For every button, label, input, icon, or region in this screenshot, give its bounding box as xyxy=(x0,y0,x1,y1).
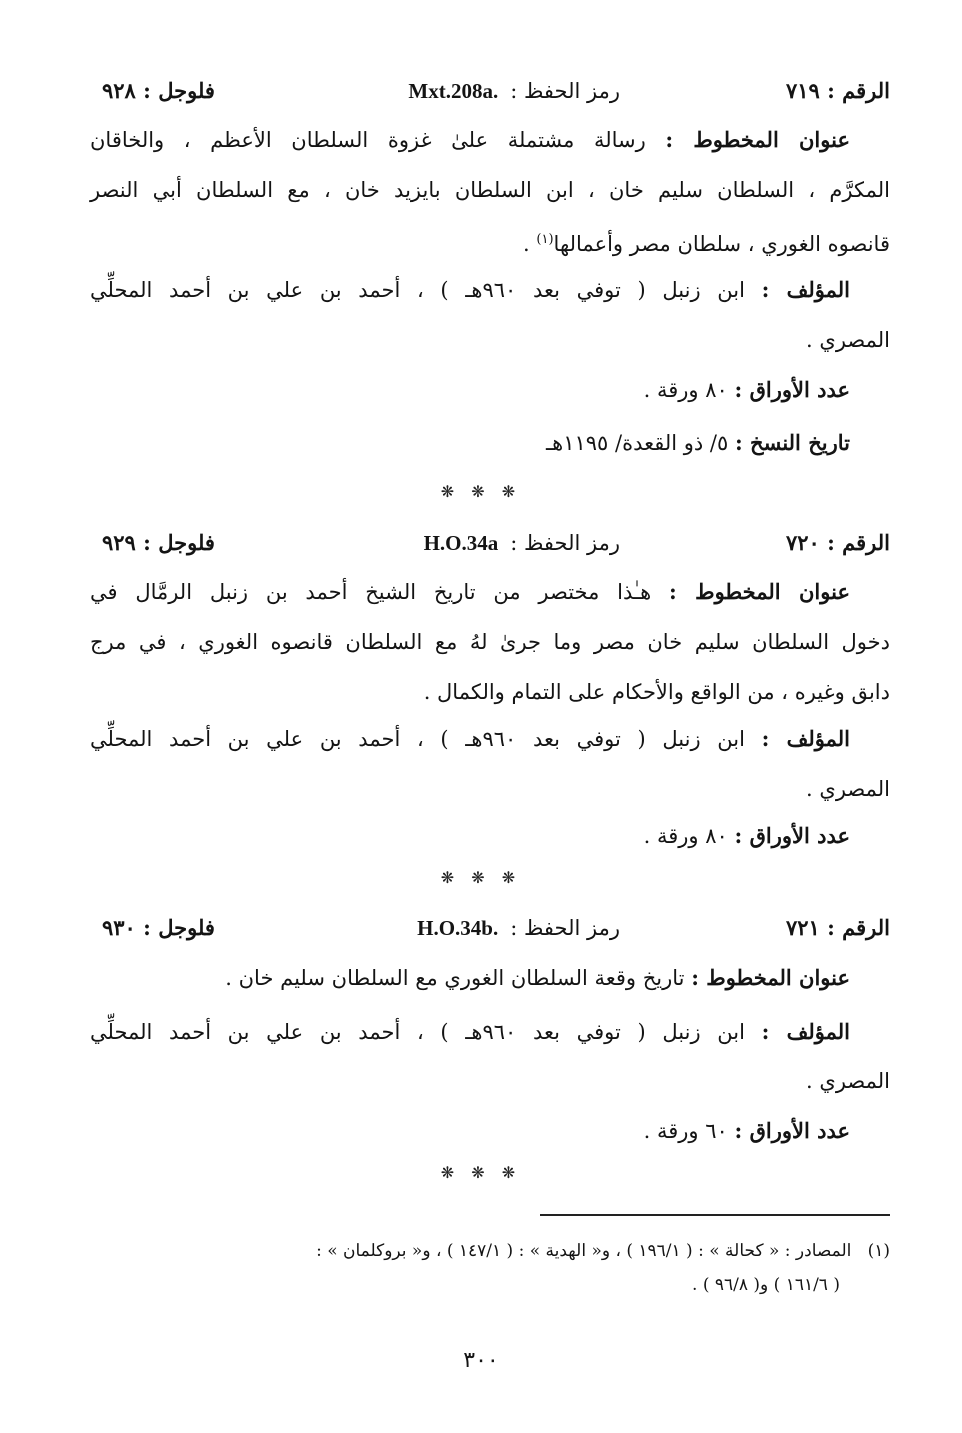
leaves-line: عدد الأوراق : ٦٠ ورقة . xyxy=(643,1118,850,1143)
author-line: المؤلف : ابن زنبل ( توفي بعد ٩٦٠هـ ) ، أحمد بن علي بن أحمد المحلِّي xyxy=(90,1019,851,1044)
title-line: عنوان المخطوط : هـٰذا مختصر من تاريخ الشيخ أحمد بن زنبل الرمَّال في xyxy=(90,579,850,604)
author-line: المصري . xyxy=(806,328,890,352)
footnote-rule xyxy=(540,1214,890,1216)
author-line: المصري . xyxy=(806,1069,890,1093)
shelfmark: رمز الحفظ :H.O.34b. xyxy=(417,916,620,940)
title-line: دابق وغيره ، من الواقع والأحكام على التمام والكمال . xyxy=(423,680,890,704)
entry-number: الرقم : ٧١٩ xyxy=(785,78,890,103)
author-line: المصري . xyxy=(806,777,890,801)
footnote-ref: (١) xyxy=(536,232,554,247)
flugel-number: فلوجل : ٩٣٠ xyxy=(102,915,215,940)
leaves-line: عدد الأوراق : ٨٠ ورقة . xyxy=(643,377,850,402)
entry-header xyxy=(90,530,890,564)
separator-stars: ❋ ❋ ❋ xyxy=(440,1163,522,1182)
entry-header xyxy=(90,915,890,949)
entry-number: الرقم : ٧٢٠ xyxy=(785,530,890,555)
flugel-number: فلوجل : ٩٢٩ xyxy=(102,530,215,555)
footnote-line: ( ١٦١/٦ ) و( ٩٦/٨ ) . xyxy=(692,1275,840,1295)
entry-number: الرقم : ٧٢١ xyxy=(785,915,890,940)
entry-header xyxy=(90,78,890,112)
footnote-marker: (١) xyxy=(867,1241,890,1261)
separator-stars: ❋ ❋ ❋ xyxy=(440,482,522,501)
leaves-line: عدد الأوراق : ٨٠ ورقة . xyxy=(643,823,850,848)
shelfmark: رمز الحفظ :H.O.34a xyxy=(423,531,620,555)
separator-stars: ❋ ❋ ❋ xyxy=(440,868,522,887)
shelfmark: رمز الحفظ :Mxt.208a. xyxy=(408,79,620,103)
title-line: المكرَّم ، السلطان سليم خان ، ابن السلطان بايزيد خان ، مع السلطان أبي النصر xyxy=(90,178,890,202)
title-line: دخول السلطان سليم خان مصر وما جرىٰ لهُ مع السلطان قانصوه الغوري ، في مرج xyxy=(90,630,890,654)
author-line: المؤلف : ابن زنبل ( توفي بعد ٩٦٠هـ ) ، أحمد بن علي بن أحمد المحلِّي xyxy=(90,277,851,302)
author-line: المؤلف : ابن زنبل ( توفي بعد ٩٦٠هـ ) ، أحمد بن علي بن أحمد المحلِّي xyxy=(90,726,851,751)
title-line: عنوان المخطوط : رسالة مشتملة علىٰ غزوة السلطان الأعظم ، والخاقان xyxy=(90,127,850,152)
page-number: ٣٠٠ xyxy=(463,1348,499,1373)
title-line: عنوان المخطوط : تاريخ وقعة السلطان الغوري مع السلطان سليم خان . xyxy=(225,965,850,990)
flugel-number: فلوجل : ٩٢٨ xyxy=(102,78,215,103)
copy-date-line: تاريخ النسخ : ٥/ ذو القعدة/ ١١٩٥هـ xyxy=(545,430,850,455)
footnote-line: (١) المصادر : « كحالة » : ( ١٩٦/١ ) ، و« الهدية » : ( ١٤٧/١ ) ، و« بروكلمان » : xyxy=(316,1241,890,1261)
title-line: قانصوه الغوري ، سلطان مصر وأعمالها$^{(١)}$ . xyxy=(523,232,890,256)
